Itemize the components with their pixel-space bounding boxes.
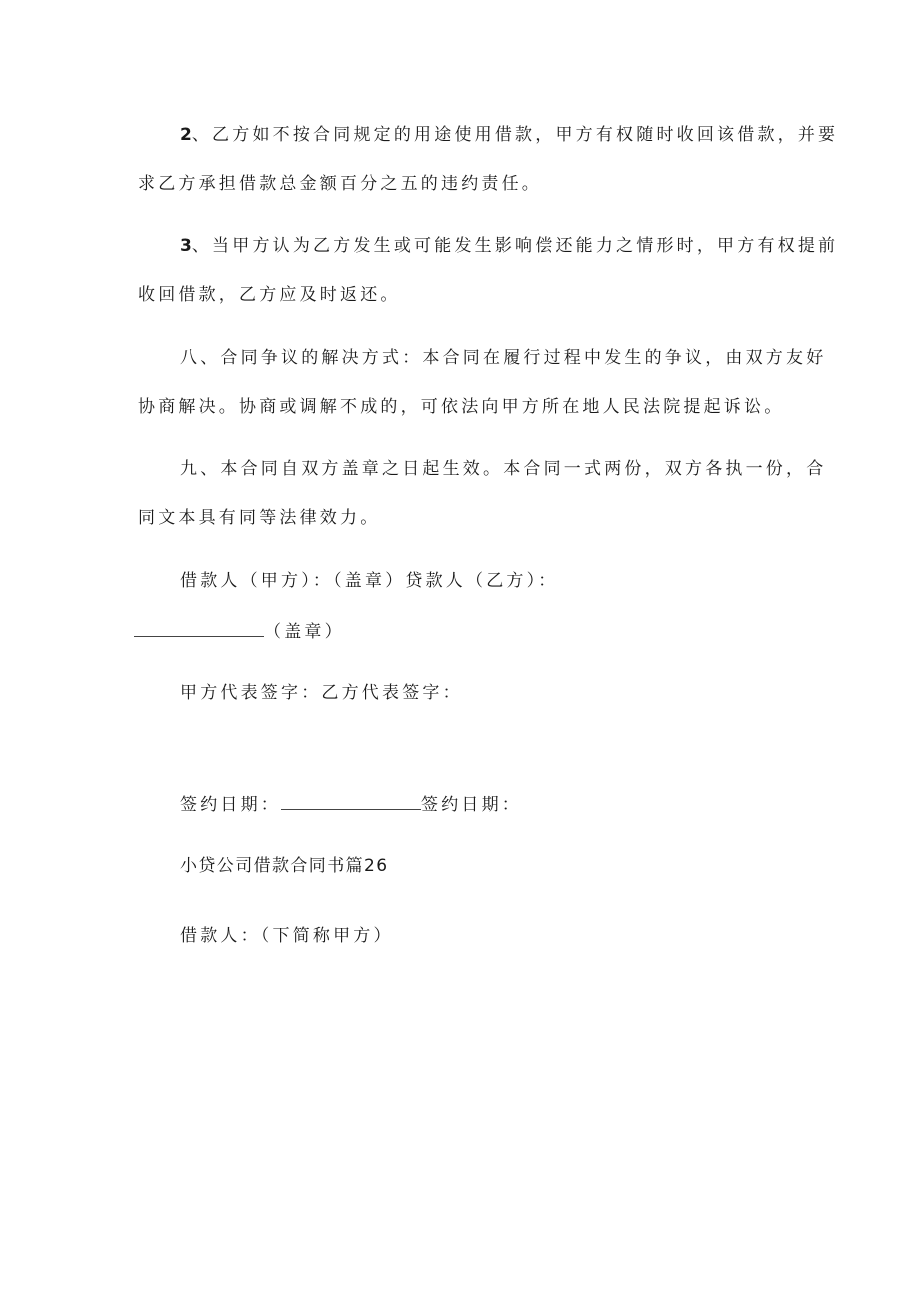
clause-8-line-2: 协商解决。协商或调解不成的，可依法向甲方所在地人民法院提起诉讼。 [138, 397, 785, 417]
clause-3-line-2: 收回借款，乙方应及时返还。 [138, 285, 401, 305]
seal-label: （盖章） [264, 622, 345, 642]
signing-date-label-2: 签约日期： [421, 795, 522, 815]
signing-date-blank [281, 795, 421, 810]
clause-2-text-1: 、乙方如不按合同规定的用途使用借款，甲方有权随时收回该借款，并要 [191, 125, 839, 145]
clause-2-line-1 [180, 127, 838, 144]
clause-9-line-1: 九、本合同自双方盖章之日起生效。本合同一式两份，双方各执一份，合 [180, 459, 827, 479]
seal-blank [134, 622, 264, 637]
parties-line: 借款人（甲方）：（盖章）贷款人（乙方）： [180, 571, 559, 591]
clause-8-line-1: 八、合同争议的解决方式：本合同在履行过程中发生的争议，由双方友好 [180, 348, 827, 368]
borrower-line: 借款人：（下简称甲方） [180, 926, 394, 946]
clause-3-number: 3 [180, 236, 192, 256]
clause-9-line-2: 同文本具有同等法律效力。 [138, 508, 381, 528]
clause-2-number: 2 [180, 125, 192, 145]
signing-date-line [180, 795, 522, 814]
seal-line [134, 622, 345, 641]
representative-line: 甲方代表签字：乙方代表签字： [180, 683, 463, 703]
signing-date-label-1: 签约日期： [180, 795, 281, 815]
clause-3-text-1: 、当甲方认为乙方发生或可能发生影响偿还能力之情形时，甲方有权提前 [191, 236, 839, 256]
clause-3-line-1 [180, 238, 838, 255]
section-title: 小贷公司借款合同书篇26 [180, 856, 389, 876]
clause-2-line-2: 求乙方承担借款总金额百分之五的违约责任。 [138, 174, 542, 194]
